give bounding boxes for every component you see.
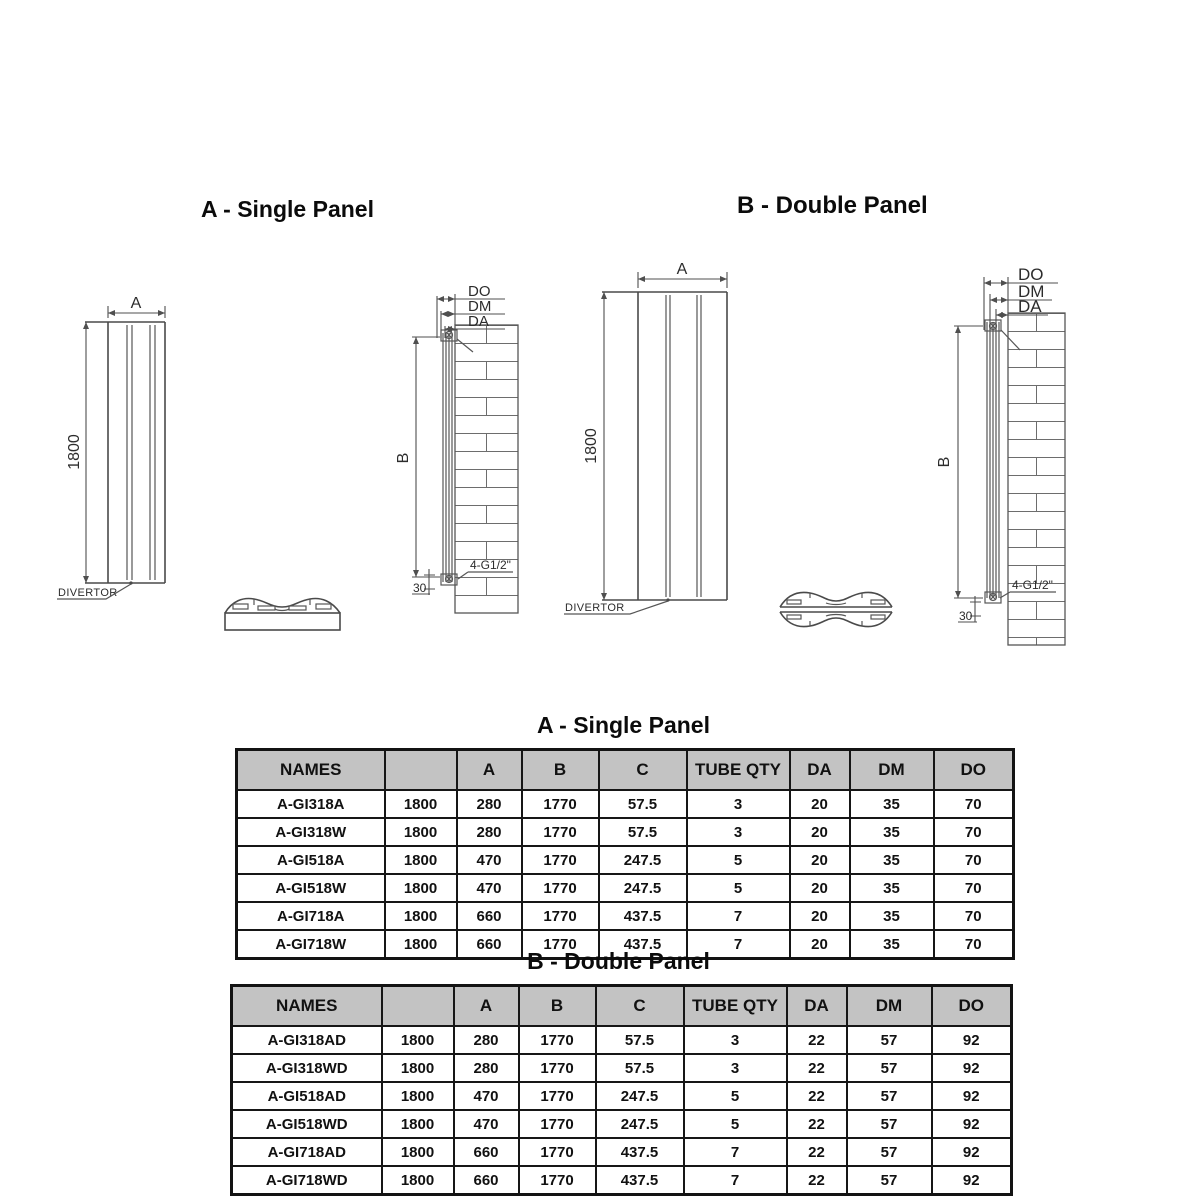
single-panel-table <box>235 748 1015 960</box>
column-header <box>385 750 457 791</box>
single-front-divertor-label: DIVERTOR <box>58 587 118 599</box>
value-cell: 1770 <box>519 1026 596 1054</box>
table-row <box>237 902 1014 930</box>
value-cell: 57 <box>847 1110 932 1138</box>
value-cell: 22 <box>787 1138 847 1166</box>
single-panel-table-title: A - Single Panel <box>537 712 710 738</box>
single-panel-side-view <box>395 283 518 613</box>
header-row <box>237 750 1014 791</box>
column-header: DA <box>790 750 850 791</box>
value-cell: 92 <box>932 1054 1012 1082</box>
value-cell: 280 <box>454 1026 519 1054</box>
value-cell: 57.5 <box>599 818 687 846</box>
value-cell: 57 <box>847 1166 932 1195</box>
value-cell: 92 <box>932 1166 1012 1195</box>
value-cell: 35 <box>850 846 934 874</box>
value-cell: 5 <box>687 846 790 874</box>
model-name-cell: A-GI518WD <box>232 1110 382 1138</box>
value-cell: 20 <box>790 846 850 874</box>
column-header: B <box>522 750 599 791</box>
model-name-cell: A-GI718A <box>237 902 385 930</box>
value-cell: 70 <box>934 930 1014 959</box>
double-panel-table <box>230 984 1013 1196</box>
single-front-width-label: A <box>130 295 142 312</box>
value-cell: 35 <box>850 874 934 902</box>
value-cell: 57 <box>847 1082 932 1110</box>
column-header: TUBE QTY <box>684 986 787 1027</box>
value-cell: 3 <box>687 790 790 818</box>
single-side-fitting-label: 4-G1/2" <box>470 558 511 572</box>
value-cell: 660 <box>454 1138 519 1166</box>
single-panel-drawing-title: A - Single Panel <box>201 196 374 222</box>
value-cell: 470 <box>457 846 522 874</box>
value-cell: 5 <box>684 1082 787 1110</box>
value-cell: 1770 <box>522 930 599 959</box>
value-cell: 280 <box>457 818 522 846</box>
column-header: NAMES <box>237 750 385 791</box>
table-row <box>232 1026 1012 1054</box>
value-cell: 1800 <box>382 1166 454 1195</box>
single-panel-front-view <box>57 295 165 599</box>
value-cell: 1800 <box>385 790 457 818</box>
value-cell: 1800 <box>382 1110 454 1138</box>
double-side-fitting-label: 4-G1/2" <box>1012 578 1053 592</box>
single-side-dm-label: DM <box>468 298 492 315</box>
value-cell: 1770 <box>522 902 599 930</box>
column-header: DO <box>934 750 1014 791</box>
value-cell: 1800 <box>385 902 457 930</box>
double-front-height-label: 1800 <box>583 428 600 464</box>
value-cell: 247.5 <box>596 1110 684 1138</box>
value-cell: 437.5 <box>599 930 687 959</box>
value-cell: 92 <box>932 1110 1012 1138</box>
value-cell: 7 <box>684 1138 787 1166</box>
model-name-cell: A-GI718AD <box>232 1138 382 1166</box>
value-cell: 660 <box>457 902 522 930</box>
single-side-da-label: DA <box>468 313 489 330</box>
value-cell: 247.5 <box>599 874 687 902</box>
double-side-offset-label: 30 <box>959 609 973 623</box>
value-cell: 1800 <box>382 1138 454 1166</box>
column-header: DA <box>787 986 847 1027</box>
value-cell: 1770 <box>519 1166 596 1195</box>
value-cell: 5 <box>684 1110 787 1138</box>
value-cell: 35 <box>850 818 934 846</box>
column-header: B <box>519 986 596 1027</box>
value-cell: 1770 <box>522 846 599 874</box>
table-row <box>232 1082 1012 1110</box>
value-cell: 57 <box>847 1026 932 1054</box>
value-cell: 470 <box>457 874 522 902</box>
column-header: NAMES <box>232 986 382 1027</box>
value-cell: 280 <box>454 1054 519 1082</box>
column-header: C <box>596 986 684 1027</box>
value-cell: 437.5 <box>596 1166 684 1195</box>
value-cell: 1770 <box>519 1138 596 1166</box>
value-cell: 5 <box>687 874 790 902</box>
value-cell: 35 <box>850 930 934 959</box>
double-side-do-label: DO <box>1018 265 1044 284</box>
value-cell: 57 <box>847 1138 932 1166</box>
value-cell: 22 <box>787 1110 847 1138</box>
value-cell: 1800 <box>382 1054 454 1082</box>
value-cell: 70 <box>934 902 1014 930</box>
value-cell: 437.5 <box>596 1138 684 1166</box>
value-cell: 470 <box>454 1110 519 1138</box>
model-name-cell: A-GI318W <box>237 818 385 846</box>
value-cell: 22 <box>787 1082 847 1110</box>
value-cell: 1800 <box>382 1026 454 1054</box>
double-side-da-label: DA <box>1018 297 1042 316</box>
value-cell: 1770 <box>522 874 599 902</box>
value-cell: 70 <box>934 818 1014 846</box>
table-row <box>232 1110 1012 1138</box>
value-cell: 1770 <box>522 790 599 818</box>
single-front-height-label: 1800 <box>66 434 83 470</box>
value-cell: 92 <box>932 1138 1012 1166</box>
single-side-offset-label: 30 <box>413 581 427 595</box>
value-cell: 1800 <box>385 930 457 959</box>
value-cell: 437.5 <box>599 902 687 930</box>
value-cell: 660 <box>454 1166 519 1195</box>
value-cell: 57 <box>847 1054 932 1082</box>
double-panel-side-view <box>936 265 1065 645</box>
value-cell: 20 <box>790 930 850 959</box>
value-cell: 57.5 <box>596 1026 684 1054</box>
column-header: DO <box>932 986 1012 1027</box>
double-panel-table-title: B - Double Panel <box>527 948 710 974</box>
value-cell: 470 <box>454 1082 519 1110</box>
model-name-cell: A-GI718W <box>237 930 385 959</box>
table-row <box>237 790 1014 818</box>
value-cell: 22 <box>787 1026 847 1054</box>
value-cell: 3 <box>687 818 790 846</box>
value-cell: 35 <box>850 902 934 930</box>
value-cell: 57.5 <box>599 790 687 818</box>
table-row <box>232 1138 1012 1166</box>
value-cell: 1770 <box>519 1110 596 1138</box>
model-name-cell: A-GI318A <box>237 790 385 818</box>
model-name-cell: A-GI518W <box>237 874 385 902</box>
value-cell: 7 <box>687 930 790 959</box>
table-row <box>237 846 1014 874</box>
table-row <box>237 818 1014 846</box>
model-name-cell: A-GI518AD <box>232 1082 382 1110</box>
column-header: A <box>457 750 522 791</box>
value-cell: 92 <box>932 1026 1012 1054</box>
model-name-cell: A-GI318AD <box>232 1026 382 1054</box>
value-cell: 1770 <box>522 818 599 846</box>
value-cell: 22 <box>787 1054 847 1082</box>
model-name-cell: A-GI318WD <box>232 1054 382 1082</box>
column-header <box>382 986 454 1027</box>
value-cell: 247.5 <box>599 846 687 874</box>
single-panel-section-view <box>225 599 340 630</box>
value-cell: 3 <box>684 1026 787 1054</box>
value-cell: 57.5 <box>596 1054 684 1082</box>
technical-drawings <box>0 230 1200 680</box>
double-panel-drawing-title: B - Double Panel <box>737 192 928 219</box>
value-cell: 22 <box>787 1166 847 1195</box>
column-header: DM <box>850 750 934 791</box>
single-side-do-label: DO <box>468 283 491 300</box>
value-cell: 20 <box>790 902 850 930</box>
value-cell: 1800 <box>385 874 457 902</box>
value-cell: 7 <box>684 1166 787 1195</box>
model-name-cell: A-GI518A <box>237 846 385 874</box>
double-front-width-label: A <box>676 261 688 278</box>
value-cell: 70 <box>934 846 1014 874</box>
value-cell: 1800 <box>385 818 457 846</box>
single-side-height-label: B <box>395 452 412 464</box>
header-row <box>232 986 1012 1027</box>
value-cell: 280 <box>457 790 522 818</box>
value-cell: 70 <box>934 874 1014 902</box>
table-row <box>232 1166 1012 1195</box>
value-cell: 1770 <box>519 1054 596 1082</box>
table-row <box>232 1054 1012 1082</box>
value-cell: 7 <box>687 902 790 930</box>
value-cell: 1800 <box>385 846 457 874</box>
column-header: C <box>599 750 687 791</box>
value-cell: 20 <box>790 790 850 818</box>
double-side-dm-label: DM <box>1018 282 1045 301</box>
value-cell: 35 <box>850 790 934 818</box>
value-cell: 3 <box>684 1054 787 1082</box>
value-cell: 20 <box>790 818 850 846</box>
model-name-cell: A-GI718WD <box>232 1166 382 1195</box>
value-cell: 92 <box>932 1082 1012 1110</box>
double-side-height-label: B <box>936 456 953 468</box>
table-row <box>237 874 1014 902</box>
column-header: DM <box>847 986 932 1027</box>
value-cell: 1770 <box>519 1082 596 1110</box>
value-cell: 20 <box>790 874 850 902</box>
value-cell: 70 <box>934 790 1014 818</box>
double-panel-section-view <box>780 592 892 626</box>
value-cell: 1800 <box>382 1082 454 1110</box>
double-panel-front-view <box>564 261 727 614</box>
value-cell: 660 <box>457 930 522 959</box>
value-cell: 247.5 <box>596 1082 684 1110</box>
column-header: A <box>454 986 519 1027</box>
column-header: TUBE QTY <box>687 750 790 791</box>
double-front-divertor-label: DIVERTOR <box>565 602 625 614</box>
